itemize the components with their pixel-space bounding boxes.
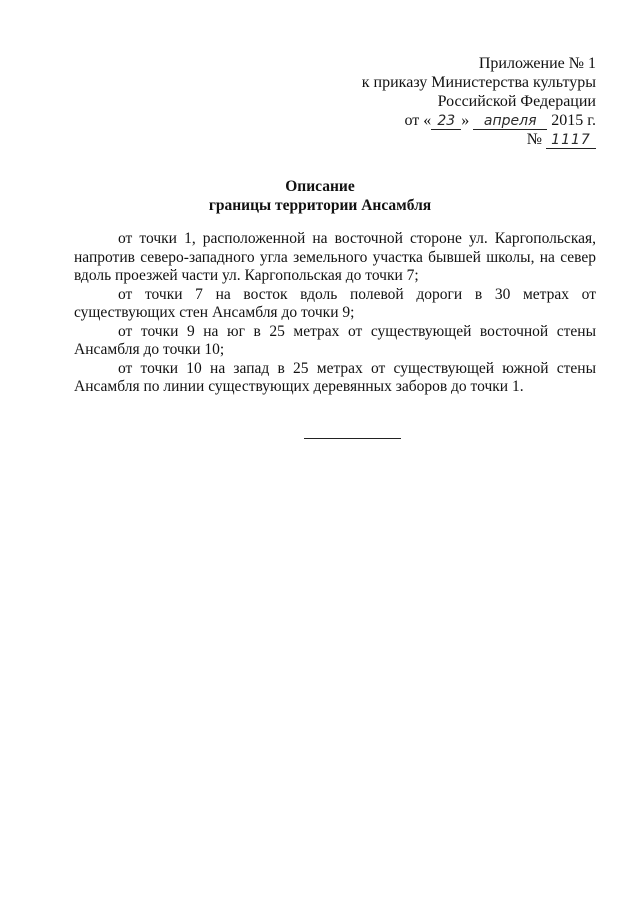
end-divider (304, 438, 401, 439)
date-year: 2015 г. (551, 112, 596, 129)
order-number (362, 130, 596, 149)
title-line-1: Описание (285, 178, 355, 195)
boundary-description (74, 230, 596, 397)
appendix-header (362, 54, 596, 149)
boundary-paragraph: от точки 7 на восток вдоль полевой дороги в 30 метрах от существующих стен Ансамбля до точки 9; (74, 285, 596, 321)
number-sign: № (526, 131, 542, 148)
title-line-2: границы территории Ансамбля (208, 197, 432, 214)
date-quote-close: » (461, 112, 470, 129)
document-title (0, 177, 640, 215)
date-prefix: от « (404, 112, 432, 129)
handwritten-month: апреля (473, 114, 547, 130)
order-date (362, 111, 596, 130)
federation-name: Российской Федерации (437, 93, 596, 110)
handwritten-day: 23 (431, 114, 461, 130)
boundary-paragraph: от точки 1, расположенной на восточной стороне ул. Каргопольская, напротив северо-западного угла земельного участка бывшей школы, на север вдоль проезжей части ул. Каргопольская до точки 7; (74, 230, 596, 284)
boundary-paragraph: от точки 10 на запад в 25 метрах от существующей южной стены Ансамбля по линии существующих деревянных заборов до точки 1. (74, 359, 596, 395)
handwritten-number: 1117 (546, 133, 596, 149)
appendix-number: Приложение № 1 (478, 55, 596, 72)
boundary-paragraph: от точки 9 на юг в 25 метрах от существующей восточной стены Ансамбля до точки 10; (74, 322, 596, 358)
order-reference: к приказу Министерства культуры (361, 74, 596, 91)
